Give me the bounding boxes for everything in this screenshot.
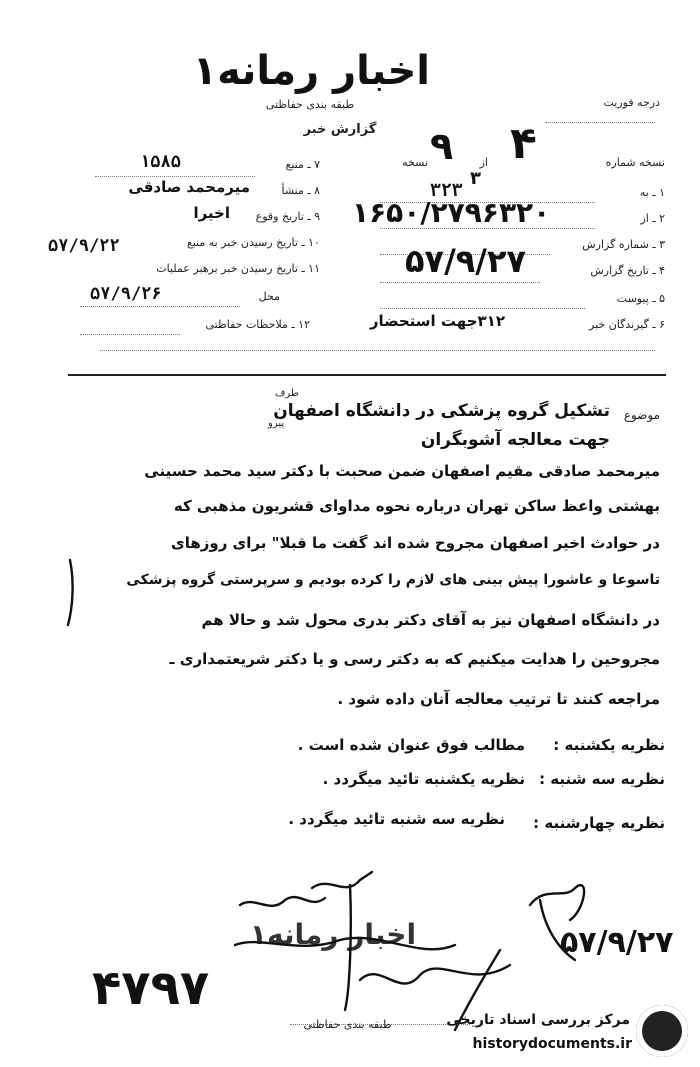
report-date-label: ۴ ـ تاریخ گزارش (590, 264, 665, 277)
opinion-text-tuesday: نظریه یکشنبه تائید میگردد . (322, 770, 525, 788)
body-line: در حوادث اخیر اصفهان مجروح شده اند گفت ما قبلا" برای روزهای (170, 534, 660, 552)
watermark-url: historydocuments.ir (472, 1036, 632, 1052)
ops-date-label: ۱۱ ـ تاریخ رسیدن خبر برهبر عملیات (156, 262, 320, 275)
opinion-label-sunday: نظریه یکشنبه : (553, 736, 665, 754)
place-label: محل (258, 290, 280, 303)
opinion-label-wednesday: نظریه چهارشنبه : (533, 814, 665, 832)
recipients-value: ۳۱۲جهت استحضار (369, 312, 505, 330)
opinion-text-sunday: مطالب فوق عنوان شده است . (297, 736, 525, 754)
copy-label: نسخه شماره (605, 156, 665, 169)
classification-label: طبقه بندی حفاظتی (265, 98, 355, 111)
recipients-label: ۶ ـ گیرندگان خبر (589, 318, 665, 331)
source-label: ۷ ـ منبع (285, 158, 320, 171)
opinion-text-wednesday: نظریه سه شنبه تائید میگردد . (288, 810, 505, 828)
body-line: بهشتی واعظ ساکن تهران درباره نحوه مداوای قشریون مذهبی که (173, 497, 660, 515)
body-line: تاسوعا و عاشورا پیش بینی های لازم را کرده بودیم و سرپرستی گروه پزشکی (126, 572, 660, 588)
from-label: ۲ ـ از (640, 212, 665, 225)
body-line: میرمحمد صادقی مقیم اصفهان ضمن صحبت با دکتر سید محمد حسینی (144, 462, 660, 480)
signature-stroke (530, 885, 584, 920)
body-line: در دانشگاه اصفهان نیز به آقای دکتر بدری محول شد و حالا هم (201, 611, 660, 629)
copy-word: نسخه (402, 156, 428, 169)
to-label: ۱ ـ به (639, 186, 665, 199)
receive-date-value: ۵۷/۹/۲۲ (48, 236, 120, 256)
source-value: ۱۵۸۵ (140, 152, 181, 172)
receive-date-label: ۱۰ ـ تاریخ رسیدن خبر به منبع (186, 236, 320, 249)
signature-date: ۵۷/۹/۲۷ (560, 925, 674, 960)
body-line: مراجعه کنند تا ترتیب معالجه آنان داده شود . (337, 690, 660, 708)
signature-stroke (240, 897, 325, 906)
report-date-value: ۵۷/۹/۲۷ (405, 242, 527, 280)
event-date-value: اخیرا (193, 204, 230, 222)
copy-total: ۹ (430, 124, 454, 168)
from-value: ۱۶۵۰/۲۷۹۶۳۲۰ (352, 196, 551, 229)
header-stamp: اخبار رمانه۱ (192, 48, 430, 94)
to-value: ۳۲۳ (430, 180, 463, 201)
priority-label: درجه فوریت (603, 96, 660, 109)
subject-label: موضوع (623, 408, 660, 422)
watermark-logo-icon (636, 1005, 688, 1057)
subject-line-2: جهت معالجه آشوبگران (420, 430, 610, 450)
subject-margin-note-1: طرف (275, 388, 299, 399)
copy-number: ۴ (510, 118, 537, 169)
attachment-label: ۵ ـ پیوست (616, 292, 665, 305)
ops-date-value: ۵۷/۹/۲۶ (90, 284, 162, 304)
bottom-stamp: اخبار رمانه۱ (249, 918, 417, 951)
subject-margin-note-2: پیرو (268, 418, 285, 429)
body-line: مجروحین را هدایت میکنیم که به دکتر رسی و یا دکتر شریعتمداری ـ (169, 650, 660, 668)
handwritten-number: ۴۷۹۷ (92, 960, 210, 1016)
watermark-title: مرکز بررسی اسناد تاریخی (446, 1012, 630, 1028)
signature-stroke (312, 872, 372, 888)
subject-line-1: تشکیل گروه پزشکی در دانشگاه اصفهان (273, 401, 610, 421)
notes-label: ۱۲ ـ ملاحظات حفاظتی (205, 318, 310, 331)
copy-extra: ۳ (470, 168, 481, 189)
opinion-label-tuesday: نظریه سه شنبه : (539, 770, 665, 788)
report-title: گزارش خبر (303, 122, 377, 137)
footer-classification: طبقه بندی حفاظتی (303, 1018, 392, 1031)
signature-stroke (360, 965, 510, 984)
signature-stroke (68, 560, 73, 625)
origin-label: ۸ ـ منشأ (281, 184, 320, 197)
copy-of-label: از (479, 156, 488, 169)
event-date-label: ۹ ـ تاریخ وقوع (255, 210, 320, 223)
report-no-label: ۳ ـ شماره گزارش (582, 238, 665, 251)
origin-value: میرمحمد صادقی (128, 178, 250, 196)
